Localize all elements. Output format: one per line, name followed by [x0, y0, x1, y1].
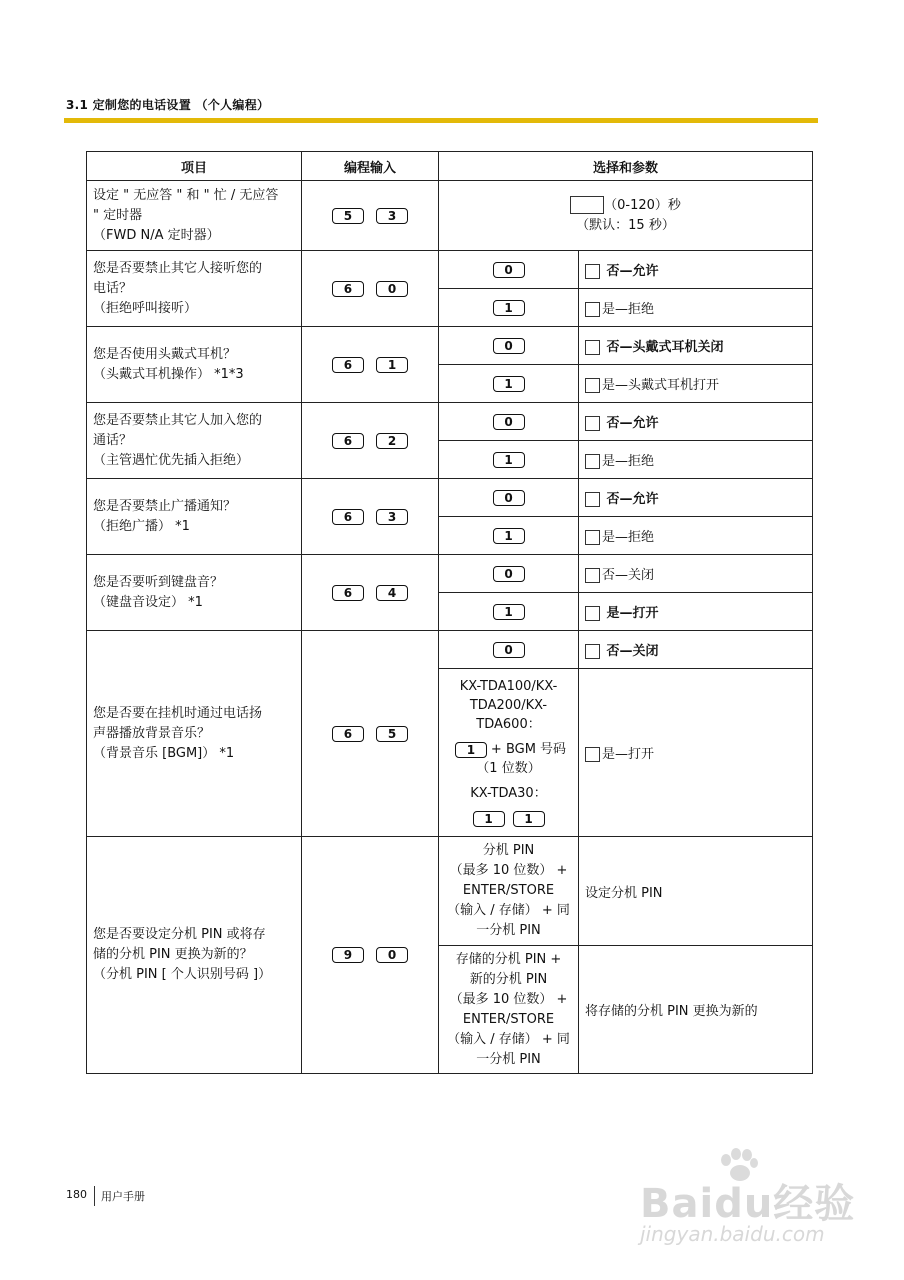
option-text: 是—打开	[579, 669, 813, 837]
header-selection-params: 选择和参数	[439, 152, 813, 181]
program-keys: 9 0	[302, 837, 439, 1074]
option-text: 否—关闭	[579, 555, 813, 593]
section-rule	[64, 118, 818, 123]
option-text: 是—拒绝	[579, 289, 813, 327]
option-text: 否—关闭	[579, 631, 813, 669]
program-keys: 6 4	[302, 555, 439, 631]
checkbox[interactable]	[585, 492, 600, 507]
program-keys: 6 3	[302, 479, 439, 555]
item-cell: 您是否要禁止其它人接听您的 电话？ （拒绝呼叫接听）	[87, 251, 302, 327]
bgm-models-cell: KX-TDA100/KX- TDA200/KX- TDA600： 1 + BGM 号码 （1 位数） KX-TDA30： 1 1	[439, 669, 579, 837]
item-cell: 您是否使用头戴式耳机？ （头戴式耳机操作） *1*3	[87, 327, 302, 403]
option-text: 是—打开	[579, 593, 813, 631]
item-cell: 您是否要听到键盘音？ （键盘音设定） *1	[87, 555, 302, 631]
item-cell: 您是否要设定分机 PIN 或将存 储的分机 PIN 更换为新的？ （分机 PIN [ 个人识别号码 ]）	[87, 837, 302, 1074]
header-item: 项目	[87, 152, 302, 181]
option-key: 0	[439, 479, 579, 517]
timer-param: （0-120）秒 （默认：15 秒）	[439, 181, 813, 251]
programming-table	[86, 151, 813, 1074]
program-keys: 6 5	[302, 631, 439, 837]
option-text: 否—允许	[579, 479, 813, 517]
option-key: 1	[439, 517, 579, 555]
item-cell: 您是否要在挂机时通过电话扬 声器播放背景音乐？ （背景音乐 [BGM]） *1	[87, 631, 302, 837]
page-number: 180	[66, 1188, 87, 1201]
checkbox[interactable]	[585, 340, 600, 355]
pin-set-input: 分机 PIN （最多 10 位数） + ENTER/STORE （输入 / 存储） + 同 一分机 PIN	[439, 837, 579, 946]
option-key: 0	[439, 555, 579, 593]
section-title: 3.1 定制您的电话设置 （个人编程）	[66, 98, 270, 112]
checkbox[interactable]	[585, 644, 600, 659]
program-keys: 6 2	[302, 403, 439, 479]
timer-value-box	[570, 196, 604, 214]
checkbox[interactable]	[585, 747, 600, 762]
watermark-url: jingyan.baidu.com	[640, 1222, 825, 1246]
watermark-brand: Baidu经验	[640, 1181, 856, 1227]
key-5: 5	[332, 208, 364, 224]
option-text: 是—头戴式耳机打开	[579, 365, 813, 403]
option-key: 0	[439, 327, 579, 365]
key-3: 3	[376, 208, 408, 224]
option-key: 1	[439, 593, 579, 631]
option-key: 0	[439, 403, 579, 441]
option-text: 是—拒绝	[579, 441, 813, 479]
table-row	[87, 181, 813, 251]
option-key: 0	[439, 251, 579, 289]
checkbox[interactable]	[585, 530, 600, 545]
table-row	[87, 251, 813, 289]
option-key: 1	[439, 365, 579, 403]
table-row	[87, 837, 813, 946]
pin-change-text: 将存储的分机 PIN 更换为新的	[579, 946, 813, 1074]
footer-label: 用户手册	[101, 1190, 145, 1203]
option-text: 否—头戴式耳机关闭	[579, 327, 813, 365]
option-key: 1	[439, 289, 579, 327]
item-cell: 您是否要禁止广播通知？ （拒绝广播） *1	[87, 479, 302, 555]
table-row	[87, 479, 813, 517]
table-row	[87, 555, 813, 593]
option-key: 0	[439, 631, 579, 669]
checkbox[interactable]	[585, 454, 600, 469]
program-keys	[302, 181, 439, 251]
footer-divider	[94, 1186, 95, 1206]
header-program-input: 编程输入	[302, 152, 439, 181]
checkbox[interactable]	[585, 378, 600, 393]
pin-set-text: 设定分机 PIN	[579, 837, 813, 946]
checkbox[interactable]	[585, 568, 600, 583]
checkbox[interactable]	[585, 606, 600, 621]
option-text: 否—允许	[579, 403, 813, 441]
table-row	[87, 631, 813, 669]
program-keys: 6 0	[302, 251, 439, 327]
pin-change-input: 存储的分机 PIN + 新的分机 PIN （最多 10 位数） + ENTER/STORE （输入 / 存储） + 同 一分机 PIN	[439, 946, 579, 1074]
item-cell: 设定 " 无应答 " 和 " 忙 / 无应答 " 定时器 （FWD N/A 定时器）	[87, 181, 302, 251]
table-row	[87, 327, 813, 365]
checkbox[interactable]	[585, 302, 600, 317]
watermark	[640, 1148, 880, 1258]
checkbox[interactable]	[585, 416, 600, 431]
checkbox[interactable]	[585, 264, 600, 279]
program-keys: 6 1	[302, 327, 439, 403]
item-cell: 您是否要禁止其它人加入您的 通话？ （主管遇忙优先插入拒绝）	[87, 403, 302, 479]
option-text: 是—拒绝	[579, 517, 813, 555]
table-row	[87, 403, 813, 441]
option-text: 否—允许	[579, 251, 813, 289]
table-header-row	[87, 152, 813, 181]
option-key: 1	[439, 441, 579, 479]
